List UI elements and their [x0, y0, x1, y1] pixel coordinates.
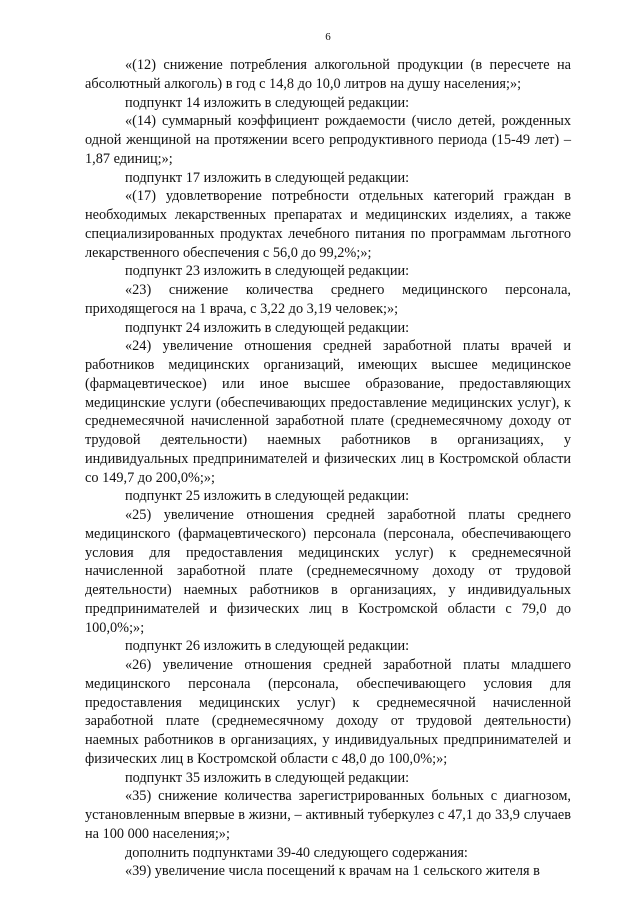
document-body [85, 56, 571, 881]
paragraph-item-23: «23) снижение количества среднего медицинского персонала, приходящегося на 1 врача, с 3,22 до 3,19 человек;»; [85, 282, 571, 317]
paragraph-instruction-35: подпункт 35 изложить в следующей редакции: [125, 769, 410, 786]
paragraph-instruction-24: подпункт 24 изложить в следующей редакции: [125, 319, 410, 336]
paragraph-instruction-17: подпункт 17 изложить в следующей редакции: [125, 169, 410, 186]
paragraph-instruction-23: подпункт 23 изложить в следующей редакции: [125, 263, 410, 280]
paragraph-instruction-14: подпункт 14 изложить в следующей редакции: [125, 94, 410, 111]
paragraph-instruction-25: подпункт 25 изложить в следующей редакции: [125, 488, 410, 505]
paragraph-item-17: «(17) удовлетворение потребности отдельных категорий граждан в необходимых лекарственных препаратах и медицинских изделиях, а также специализированных продуктах лечебного питания по программам льготного лекарственного обеспечения с 56,0 до 99,2%;»; [85, 188, 571, 261]
paragraph-item-26: «26) увеличение отношения средней заработной платы младшего медицинского персонала (персонала, обеспечивающего условия для предоставления медицинских услуг) к среднемесячной начисленной заработной плате (среднемесячному доходу от трудовой деятельности) наемных работников в организациях, у индивидуальных предпринимателей и физических лиц в Костромской области с 48,0 до 100,0%;»; [85, 657, 571, 767]
page-number: 6 [325, 31, 331, 43]
paragraph-item-35: «35) снижение количества зарегистрированных больных с диагнозом, установленным впервые в жизни, – активный туберкулез с 47,1 до 33,9 случаев на 100 000 населения;»; [85, 788, 571, 842]
paragraph-item-25: «25) увеличение отношения средней заработной платы среднего медицинского (фармацевтического) персонала (персонала, обеспечивающего условия для предоставления медицинских услуг) к среднемесячной начисленной заработной плате (среднемесячному доходу от трудовой деятельности) наемных работников в организациях, у индивидуальных предпринимателей и физических лиц в Костромской области с 79,0 до 100,0%;»; [85, 507, 571, 636]
paragraph-item-39: «39) увеличение числа посещений к врачам на 1 сельского жителя в [125, 863, 540, 880]
paragraph-item-24: «24) увеличение отношения средней заработной платы врачей и работников медицинских организаций, имеющих высшее медицинское (фармацевтическое) или иное высшее образование, предоставляющих медицинские услуги (обеспечивающих предоставление медицинских услуг), к среднемесячной начисленной заработной плате (среднемесячному доходу от трудовой деятельности) наемных работников в организациях, у индивидуальных предпринимателей и физических лиц в Костромской области со 149,7 до 200,0%;»; [85, 338, 571, 486]
paragraph-instruction-26: подпункт 26 изложить в следующей редакции: [125, 638, 410, 655]
paragraph-instruction-39-40: дополнить подпунктами 39-40 следующего содержания: [125, 844, 468, 861]
paragraph-item-14: «(14) суммарный коэффициент рождаемости (число детей, рожденных одной женщиной на протяжении всего репродуктивного периода (15-49 лет) – 1,87 единиц;»; [85, 113, 571, 167]
paragraph-item-12: «(12) снижение потребления алкогольной продукции (в пересчете на абсолютный алкоголь) в год с 14,8 до 10,0 литров на душу населения;»; [85, 57, 571, 92]
